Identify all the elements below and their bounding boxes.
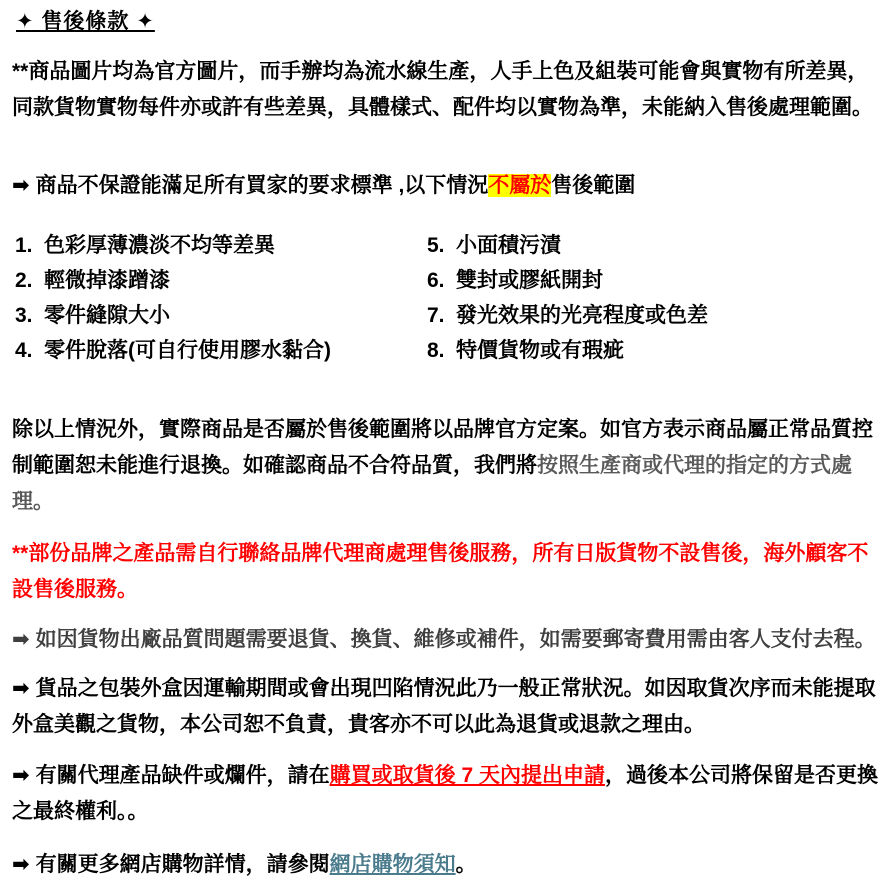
right-arrow-icon: ➡: [12, 174, 30, 197]
list-item: [12, 298, 424, 333]
list-item: [12, 263, 424, 298]
item-number: 8.: [427, 339, 445, 362]
item-number: 4.: [15, 339, 33, 362]
item-number: 1.: [15, 234, 33, 257]
intro-paragraph: **商品圖片均為官方圖片，而手辦均為流水線生產，人手上色及組裝可能會與實物有所差異，同款貨物實物每件亦或許有些差異，具體樣式、配件均以實物為準，未能納入售後處理範圍。: [12, 60, 873, 119]
missing-parts-prefix: 有關代理產品缺件或爛件，請在: [35, 764, 330, 787]
list-item: [12, 333, 424, 368]
missing-parts-suffix: ，過後本公司將保留是否更換之最終權利。。: [12, 764, 878, 823]
brand-disclaimer-paragraph: **部份品牌之產品需自行聯絡品牌代理商處理售後服務，所有日版貨物不設售後，海外顧客不設售後服務。: [12, 542, 869, 601]
standards-prefix: 商品不保證能滿足所有買家的要求標準 ,以下情況: [35, 174, 489, 197]
exclusions-list: [12, 228, 878, 368]
item-text: 輕微掉漆蹭漆: [44, 269, 170, 292]
right-arrow-icon: ➡: [12, 628, 30, 651]
missing-parts-paragraph: [12, 758, 880, 830]
shipping-cost-text: 如因貨物出廠品質問題需要退貨、換貨、維修或補件，如需要郵寄費用需由客人支付去程。: [35, 628, 876, 651]
item-text: 特價貨物或有瑕疵: [456, 339, 624, 362]
packaging-text: 貨品之包裝外盒因運輸期間或會出現凹陷情況此乃一般正常狀況。如因取貨次序而未能提取外盒美觀之貨物，本公司恕不負責，貴客亦不可以此為退貨或退款之理由。: [12, 677, 876, 736]
item-number: 7.: [427, 304, 445, 327]
packaging-paragraph: [12, 671, 880, 743]
more-info-prefix: 有關更多網店購物詳情，請參閱: [35, 853, 330, 876]
list-item: [424, 333, 878, 368]
list-item: [424, 263, 878, 298]
list-item: [424, 298, 878, 333]
right-arrow-icon: ➡: [12, 764, 30, 787]
processing-method-text: 按照生產商或代理的指定的方式處理。: [12, 454, 852, 513]
shipping-cost-paragraph: [12, 622, 878, 658]
item-number: 6.: [427, 269, 445, 292]
list-item: [424, 228, 878, 263]
item-text: 零件脫落(可自行使用膠水黏合): [44, 339, 331, 362]
item-text: 雙封或膠紙開封: [456, 269, 603, 292]
standards-heading: [12, 168, 878, 204]
item-number: 3.: [15, 304, 33, 327]
right-arrow-icon: ➡: [12, 677, 30, 700]
item-number: 5.: [427, 234, 445, 257]
standards-suffix: 售後範圍: [551, 174, 636, 197]
list-item: [12, 228, 424, 263]
more-info-suffix: 。: [455, 853, 477, 876]
item-text: 色彩厚薄濃淡不均等差異: [44, 234, 275, 257]
shop-guide-link[interactable]: 網店購物須知: [329, 853, 456, 876]
item-text: 發光效果的光亮程度或色差: [456, 304, 708, 327]
official-decision-paragraph: [12, 412, 880, 520]
page-title: ✦ 售後條款 ✦: [16, 10, 155, 33]
item-number: 2.: [15, 269, 33, 292]
more-info-paragraph: [12, 847, 878, 883]
not-covered-highlight: 不屬於: [488, 174, 552, 197]
claim-deadline-text: 購買或取貨後 7 天內提出申請: [329, 764, 605, 787]
official-decision-text: 除以上情況外，實際商品是否屬於售後範圍將以品牌官方定案。如官方表示商品屬正常品質控制範圍恕未能進行退換。如確認商品不合符品質，我們將: [12, 418, 873, 477]
item-text: 小面積污漬: [456, 234, 561, 257]
right-arrow-icon: ➡: [12, 853, 30, 876]
item-text: 零件縫隙大小: [44, 304, 170, 327]
